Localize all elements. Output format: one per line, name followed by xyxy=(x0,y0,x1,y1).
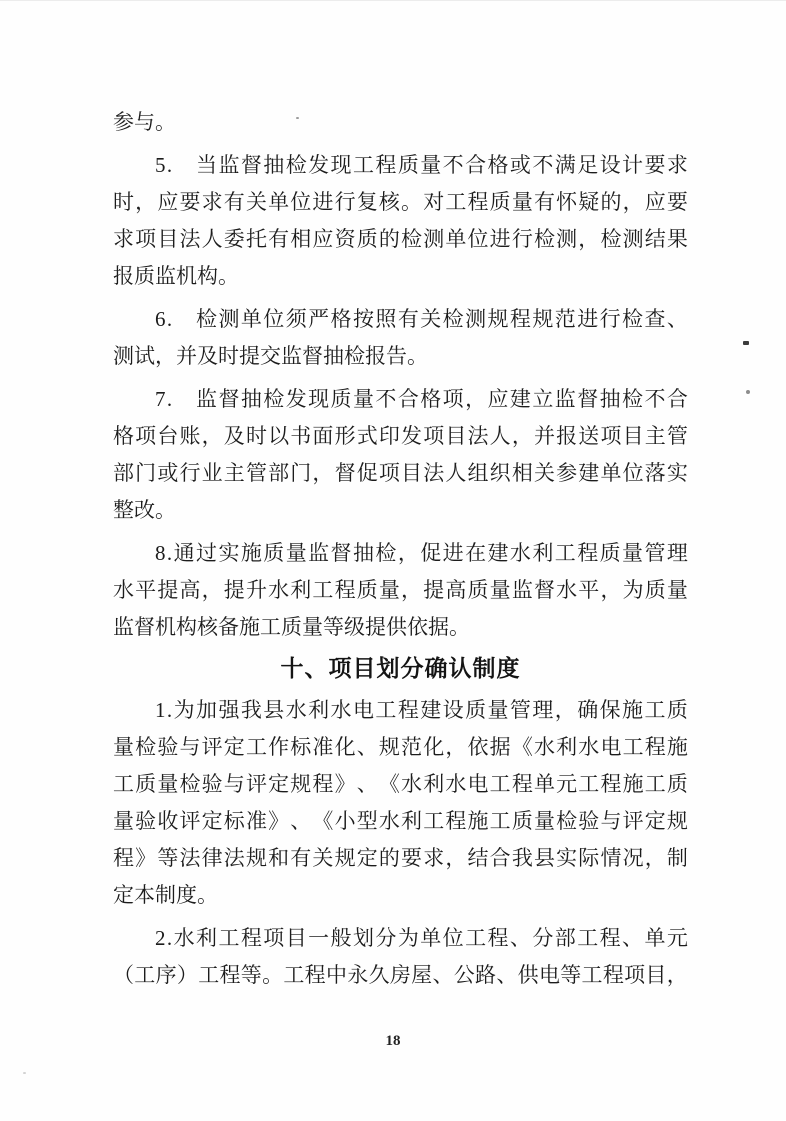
page-number: 18 xyxy=(385,1033,401,1049)
text-line: （ 工 序 ） 工 程 等 。 工 程 中 永 久 房 屋 、 公 路 、 供 电 等 工 程 项 目 ， xyxy=(113,963,688,987)
text-line: 监督机构核备施工质量等级提供依据。 xyxy=(113,615,470,639)
text-line: 1 . 为 加 强 我 县 水 利 水 电 工 程 建 设 质 量 管 理 ， 确 保 施 工 质 xyxy=(155,698,688,722)
text-line: 6 . 检 测 单 位 须 严 格 按 照 有 关 检 测 规 程 规 范 进 行 检 查 、 xyxy=(155,307,688,331)
section-heading: 十、项目划分确认制度 xyxy=(280,655,521,681)
text-line: 整改。 xyxy=(113,498,176,522)
text-line: 水 平 提 高 ， 提 升 水 利 工 程 质 量 ， 提 高 质 量 监 督 水 平 ， 为 质 量 xyxy=(113,578,688,602)
text-line: 量 检 验 与 评 定 工 作 标 准 化 、 规 范 化 ， 依 据 《 水 利 水 电 工 程 施 xyxy=(113,735,688,759)
text-line: 2 . 水 利 工 程 项 目 一 般 划 分 为 单 位 工 程 、 分 部 工 程 、 单 元 xyxy=(155,926,688,950)
paragraph xyxy=(113,381,688,529)
text-line: 求 项 目 法 人 委 托 有 相 应 资 质 的 检 测 单 位 进 行 检 测 ， 检 测 结 果 xyxy=(113,227,688,251)
text-line: 报质监机构。 xyxy=(113,264,239,288)
text-line: 定本制度。 xyxy=(113,883,218,907)
paragraph xyxy=(113,104,688,141)
scan-speck xyxy=(743,341,749,345)
scan-speck xyxy=(296,117,299,119)
scan-speck xyxy=(23,1072,26,1074)
text-line: 程 》 等 法 律 法 规 和 有 关 规 定 的 要 求 ， 结 合 我 县 实 际 情 况 ， 制 xyxy=(113,846,688,870)
text-line: 测试，并及时提交监督抽检报告。 xyxy=(113,344,428,368)
text-line: 时 ， 应 要 求 有 关 单 位 进 行 复 核 。 对 工 程 质 量 有 怀 疑 的 ， 应 要 xyxy=(113,190,688,214)
text-line: 8 . 通 过 实 施 质 量 监 督 抽 检 ， 促 进 在 建 水 利 工 程 质 量 管 理 xyxy=(155,541,688,565)
text-line: 5 . 当 监 督 抽 检 发 现 工 程 质 量 不 合 格 或 不 满 足 设 计 要 求 xyxy=(155,153,688,177)
paragraph xyxy=(113,301,688,375)
text-line: 参与。 xyxy=(113,110,176,134)
text-column xyxy=(113,104,688,994)
text-line: 部 门 或 行 业 主 管 部 门 ， 督 促 项 目 法 人 组 织 相 关 参 建 单 位 落 实 xyxy=(113,461,688,485)
text-line: 工 质 量 检 验 与 评 定 规 程 》 、 《 水 利 水 电 工 程 单 元 工 程 施 工 质 xyxy=(113,772,688,796)
scan-speck xyxy=(746,390,750,394)
paragraph xyxy=(113,535,688,646)
paragraph xyxy=(113,692,688,914)
paragraph xyxy=(113,920,688,994)
text-line: 7 . 监 督 抽 检 发 现 质 量 不 合 格 项 ， 应 建 立 监 督 抽 检 不 合 xyxy=(155,387,688,411)
text-line: 格 项 台 账 ， 及 时 以 书 面 形 式 印 发 项 目 法 人 ， 并 报 送 项 目 主 管 xyxy=(113,424,688,448)
paragraph xyxy=(113,147,688,295)
text-line: 量 验 收 评 定 标 准 》 、 《 小 型 水 利 工 程 施 工 质 量 检 验 与 评 定 规 xyxy=(113,809,688,833)
